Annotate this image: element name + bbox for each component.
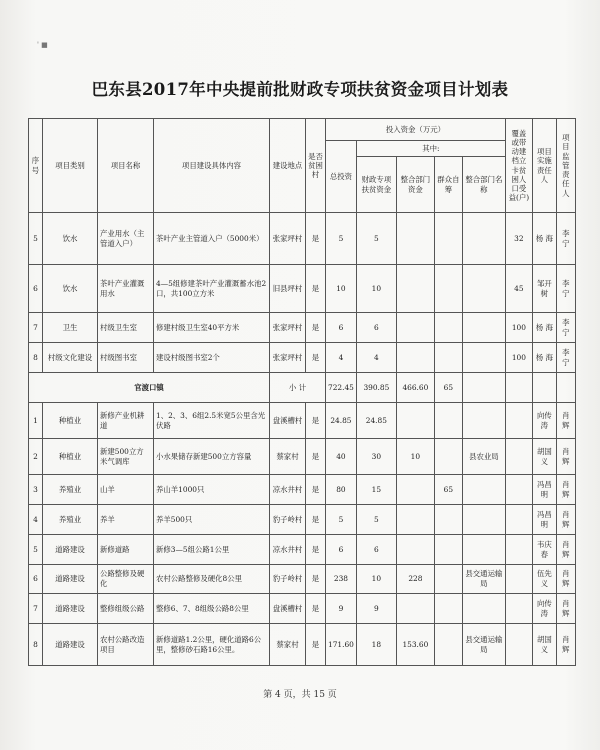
table-row [29, 505, 576, 535]
cell-self-raised [434, 213, 462, 265]
cell-dept-name [462, 475, 505, 505]
cell-dept-amount [396, 505, 434, 535]
cell-seq: 7 [29, 313, 43, 343]
cell-is-poor-village: 是 [306, 439, 326, 475]
cell-is-poor-village: 是 [306, 594, 326, 624]
cell-dept-amount [396, 213, 434, 265]
cell-name: 村级图书室 [98, 343, 154, 373]
cell-is-poor-village: 是 [306, 343, 326, 373]
cell-supervisor: 李 宁 [556, 343, 575, 373]
cell-location: 豹子岭村 [270, 505, 306, 535]
cell-total: 171.60 [326, 624, 357, 666]
header-of-which: 其中: [356, 141, 505, 157]
cell-dept-amount: 228 [396, 565, 434, 594]
header-total: 总投资 [326, 141, 357, 213]
cell-supervisor: 肖 辉 [556, 439, 575, 475]
cell-impl-person: 冯昌明 [532, 475, 556, 505]
cell-seq: 5 [29, 213, 43, 265]
cell-name: 茶叶产业灌溉用水 [98, 265, 154, 313]
cell-supervisor: 李 宁 [556, 265, 575, 313]
cell-content: 新修道路1.2公里，硬化道路6公里，整修砂石路16公里。 [154, 624, 270, 666]
cell-dept-name [462, 535, 505, 565]
cell-category: 村级文化建设 [43, 343, 98, 373]
subtotal-label: 小 计 [270, 373, 326, 403]
cell-category: 养殖业 [43, 505, 98, 535]
cell-self-raised [434, 535, 462, 565]
cell-is-poor-village: 是 [306, 475, 326, 505]
cell-dept-amount [396, 265, 434, 313]
cell-dept-amount [396, 403, 434, 439]
table-row [29, 535, 576, 565]
header-seq: 序号 [29, 119, 43, 213]
cell-location: 蔡家村 [270, 624, 306, 666]
cell-category: 道路建设 [43, 624, 98, 666]
header-dept-name: 整合部门名称 [462, 157, 505, 213]
subtotal-total: 722.45 [326, 373, 357, 403]
header-fiscal: 财政专项扶贫资金 [356, 157, 396, 213]
cell-name: 产业用水（主管道入户） [98, 213, 154, 265]
cell-category: 养殖业 [43, 475, 98, 505]
cell-total: 238 [326, 565, 357, 594]
cell-dept-name: 县交通运输局 [462, 565, 505, 594]
cell-content: 农村公路整修及硬化8公里 [154, 565, 270, 594]
cell-self-raised [434, 565, 462, 594]
table-row [29, 624, 576, 666]
cell-location: 张家坪村 [270, 213, 306, 265]
cell-self-raised [434, 343, 462, 373]
header-self-raised: 群众自筹 [434, 157, 462, 213]
cell-category: 种植业 [43, 403, 98, 439]
cell-dept-amount: 10 [396, 439, 434, 475]
cell-seq: 2 [29, 439, 43, 475]
cell-content: 建设村级图书室2个 [154, 343, 270, 373]
cell-category: 饮水 [43, 213, 98, 265]
cell-name: 新建500立方米气调库 [98, 439, 154, 475]
cell-dept-name [462, 594, 505, 624]
cell-beneficiaries: 100 [505, 313, 532, 343]
cell-fiscal: 15 [356, 475, 396, 505]
cell-impl-person: 邹开树 [532, 265, 556, 313]
cell-supervisor: 肖 辉 [556, 565, 575, 594]
cell-fiscal: 24.85 [356, 403, 396, 439]
table-row [29, 594, 576, 624]
cell-location: 蔡家村 [270, 439, 306, 475]
cell-name: 新修产业机耕道 [98, 403, 154, 439]
header-location: 建设地点 [270, 119, 306, 213]
cell-is-poor-village: 是 [306, 403, 326, 439]
cell-seq: 6 [29, 565, 43, 594]
cell-beneficiaries [505, 535, 532, 565]
cell-total: 6 [326, 535, 357, 565]
cell-is-poor-village: 是 [306, 565, 326, 594]
cell-dept-name [462, 265, 505, 313]
cell-category: 饮水 [43, 265, 98, 313]
table-body-subtotal [29, 373, 576, 403]
cell-self-raised [434, 505, 462, 535]
cell-location: 凉水井村 [270, 475, 306, 505]
cell-name: 新修道路 [98, 535, 154, 565]
cell-name: 整修组级公路 [98, 594, 154, 624]
cell-self-raised [434, 594, 462, 624]
cell-location: 旧县坪村 [270, 265, 306, 313]
cell-beneficiaries [505, 505, 532, 535]
cell-dept-amount [396, 343, 434, 373]
subtotal-beneficiaries [505, 373, 532, 403]
cell-category: 道路建设 [43, 535, 98, 565]
cell-is-poor-village: 是 [306, 535, 326, 565]
cell-name: 村级卫生室 [98, 313, 154, 343]
cell-impl-person: 杨 海 [532, 213, 556, 265]
cell-impl-person: 向传涛 [532, 403, 556, 439]
cell-total: 80 [326, 475, 357, 505]
subtotal-self-raised: 65 [434, 373, 462, 403]
table-row [29, 265, 576, 313]
cell-dept-name [462, 343, 505, 373]
cell-beneficiaries [505, 565, 532, 594]
cell-location: 盘溪槽村 [270, 594, 306, 624]
subtotal-dept-name [462, 373, 505, 403]
cell-total: 24.85 [326, 403, 357, 439]
header-investment-group: 投入资金（万元） [326, 119, 506, 141]
cell-location: 张家坪村 [270, 313, 306, 343]
cell-fiscal: 4 [356, 343, 396, 373]
header-name: 项目名称 [98, 119, 154, 213]
cell-self-raised [434, 313, 462, 343]
cell-name: 山羊 [98, 475, 154, 505]
cell-total: 40 [326, 439, 357, 475]
cell-self-raised [434, 624, 462, 666]
cell-fiscal: 10 [356, 565, 396, 594]
cell-name: 公路整修及硬化 [98, 565, 154, 594]
cell-dept-name [462, 505, 505, 535]
table-row [29, 313, 576, 343]
cell-seq: 5 [29, 535, 43, 565]
cell-is-poor-village: 是 [306, 313, 326, 343]
cell-beneficiaries [505, 624, 532, 666]
cell-self-raised [434, 265, 462, 313]
cell-beneficiaries: 32 [505, 213, 532, 265]
cell-fiscal: 6 [356, 535, 396, 565]
cell-is-poor-village: 是 [306, 624, 326, 666]
table-body-lower [29, 403, 576, 666]
cell-supervisor: 肖 辉 [556, 403, 575, 439]
cell-supervisor: 肖 辉 [556, 624, 575, 666]
cell-seq: 1 [29, 403, 43, 439]
cell-supervisor: 肖 辉 [556, 475, 575, 505]
table-row [29, 343, 576, 373]
cell-dept-name [462, 313, 505, 343]
cell-impl-person: 胡国义 [532, 439, 556, 475]
cell-impl-person: 冯昌明 [532, 505, 556, 535]
cell-seq: 4 [29, 505, 43, 535]
cell-beneficiaries [505, 594, 532, 624]
cell-total: 6 [326, 313, 357, 343]
cell-dept-amount [396, 475, 434, 505]
project-plan-table [28, 118, 576, 666]
cell-supervisor: 李 宁 [556, 313, 575, 343]
header-beneficiaries: 覆盖或带动建档立卡贫困人口受益(户) [505, 119, 532, 213]
subtotal-dept-amount: 466.60 [396, 373, 434, 403]
cell-total: 5 [326, 213, 357, 265]
cell-is-poor-village: 是 [306, 213, 326, 265]
header-supervisor: 项目监管责任人 [556, 119, 575, 213]
page-footer: 第 4 页，共 15 页 [263, 690, 337, 700]
table-row [29, 565, 576, 594]
subtotal-fiscal: 390.85 [356, 373, 396, 403]
table-body-upper [29, 213, 576, 373]
cell-content: 养羊500只 [154, 505, 270, 535]
cell-category: 种植业 [43, 439, 98, 475]
cell-dept-name [462, 213, 505, 265]
cell-dept-amount [396, 535, 434, 565]
cell-content: 茶叶产业主管道入户（5000米） [154, 213, 270, 265]
cell-category: 卫生 [43, 313, 98, 343]
cell-location: 盘溪槽村 [270, 403, 306, 439]
cell-fiscal: 5 [356, 505, 396, 535]
subtotal-town: 官渡口镇 [29, 373, 270, 403]
header-category: 项目类别 [43, 119, 98, 213]
cell-impl-person: 杨 海 [532, 343, 556, 373]
cell-location: 豹子岭村 [270, 565, 306, 594]
cell-name: 农村公路改造项目 [98, 624, 154, 666]
cell-self-raised: 65 [434, 475, 462, 505]
cell-dept-name: 县农业局 [462, 439, 505, 475]
cell-impl-person: 胡国义 [532, 624, 556, 666]
cell-impl-person: 向传涛 [532, 594, 556, 624]
header-content: 项目建设具体内容 [154, 119, 270, 213]
cell-content: 1、2、3、6组2.5米宽5公里含光伏路 [154, 403, 270, 439]
cell-seq: 6 [29, 265, 43, 313]
cell-dept-name [462, 403, 505, 439]
table-row [29, 475, 576, 505]
cell-fiscal: 18 [356, 624, 396, 666]
header-impl-person: 项目实施责任人 [532, 119, 556, 213]
cell-total: 5 [326, 505, 357, 535]
cell-content: 整修6、7、8组级公路8公里 [154, 594, 270, 624]
cell-dept-amount: 153.60 [396, 624, 434, 666]
cell-seq: 3 [29, 475, 43, 505]
cell-beneficiaries [505, 439, 532, 475]
cell-total: 4 [326, 343, 357, 373]
subtotal-sup [556, 373, 575, 403]
page-title: 巴东县2017年中央提前批财政专项扶贫资金项目计划表 [91, 80, 509, 99]
cell-impl-person: 伍先义 [532, 565, 556, 594]
cell-beneficiaries: 45 [505, 265, 532, 313]
cell-beneficiaries [505, 403, 532, 439]
header-is-poor-village: 是否贫困村 [306, 119, 326, 213]
cell-content: 养山羊1000只 [154, 475, 270, 505]
cell-dept-name: 县交通运输局 [462, 624, 505, 666]
cell-seq: 7 [29, 594, 43, 624]
cell-category: 道路建设 [43, 565, 98, 594]
cell-impl-person: 杨 海 [532, 313, 556, 343]
cell-fiscal: 10 [356, 265, 396, 313]
corner-mark: ' ■ [37, 41, 48, 49]
cell-dept-amount [396, 313, 434, 343]
cell-supervisor: 肖 辉 [556, 535, 575, 565]
cell-total: 9 [326, 594, 357, 624]
cell-beneficiaries [505, 475, 532, 505]
subtotal-row [29, 373, 576, 403]
cell-total: 10 [326, 265, 357, 313]
table-row [29, 439, 576, 475]
cell-content: 4—5组修建茶叶产业灌溉蓄水池2口，共100立方米 [154, 265, 270, 313]
cell-impl-person: 韦庆春 [532, 535, 556, 565]
cell-is-poor-village: 是 [306, 505, 326, 535]
cell-seq: 8 [29, 343, 43, 373]
cell-is-poor-village: 是 [306, 265, 326, 313]
cell-fiscal: 6 [356, 313, 396, 343]
cell-content: 修建村级卫生室40平方米 [154, 313, 270, 343]
table-row [29, 403, 576, 439]
cell-content: 小水果储存新建500立方容量 [154, 439, 270, 475]
cell-dept-amount [396, 594, 434, 624]
cell-fiscal: 30 [356, 439, 396, 475]
table-row [29, 213, 576, 265]
cell-self-raised [434, 439, 462, 475]
cell-location: 凉水井村 [270, 535, 306, 565]
cell-content: 新修3—5组公路1公里 [154, 535, 270, 565]
cell-fiscal: 5 [356, 213, 396, 265]
subtotal-impl [532, 373, 556, 403]
cell-beneficiaries: 100 [505, 343, 532, 373]
cell-supervisor: 肖 辉 [556, 594, 575, 624]
cell-name: 养羊 [98, 505, 154, 535]
header-dept-amount: 整合部门资金 [396, 157, 434, 213]
cell-location: 张家坪村 [270, 343, 306, 373]
cell-category: 道路建设 [43, 594, 98, 624]
cell-seq: 8 [29, 624, 43, 666]
cell-self-raised [434, 403, 462, 439]
cell-supervisor: 肖 辉 [556, 505, 575, 535]
cell-fiscal: 9 [356, 594, 396, 624]
cell-supervisor: 李 宁 [556, 213, 575, 265]
